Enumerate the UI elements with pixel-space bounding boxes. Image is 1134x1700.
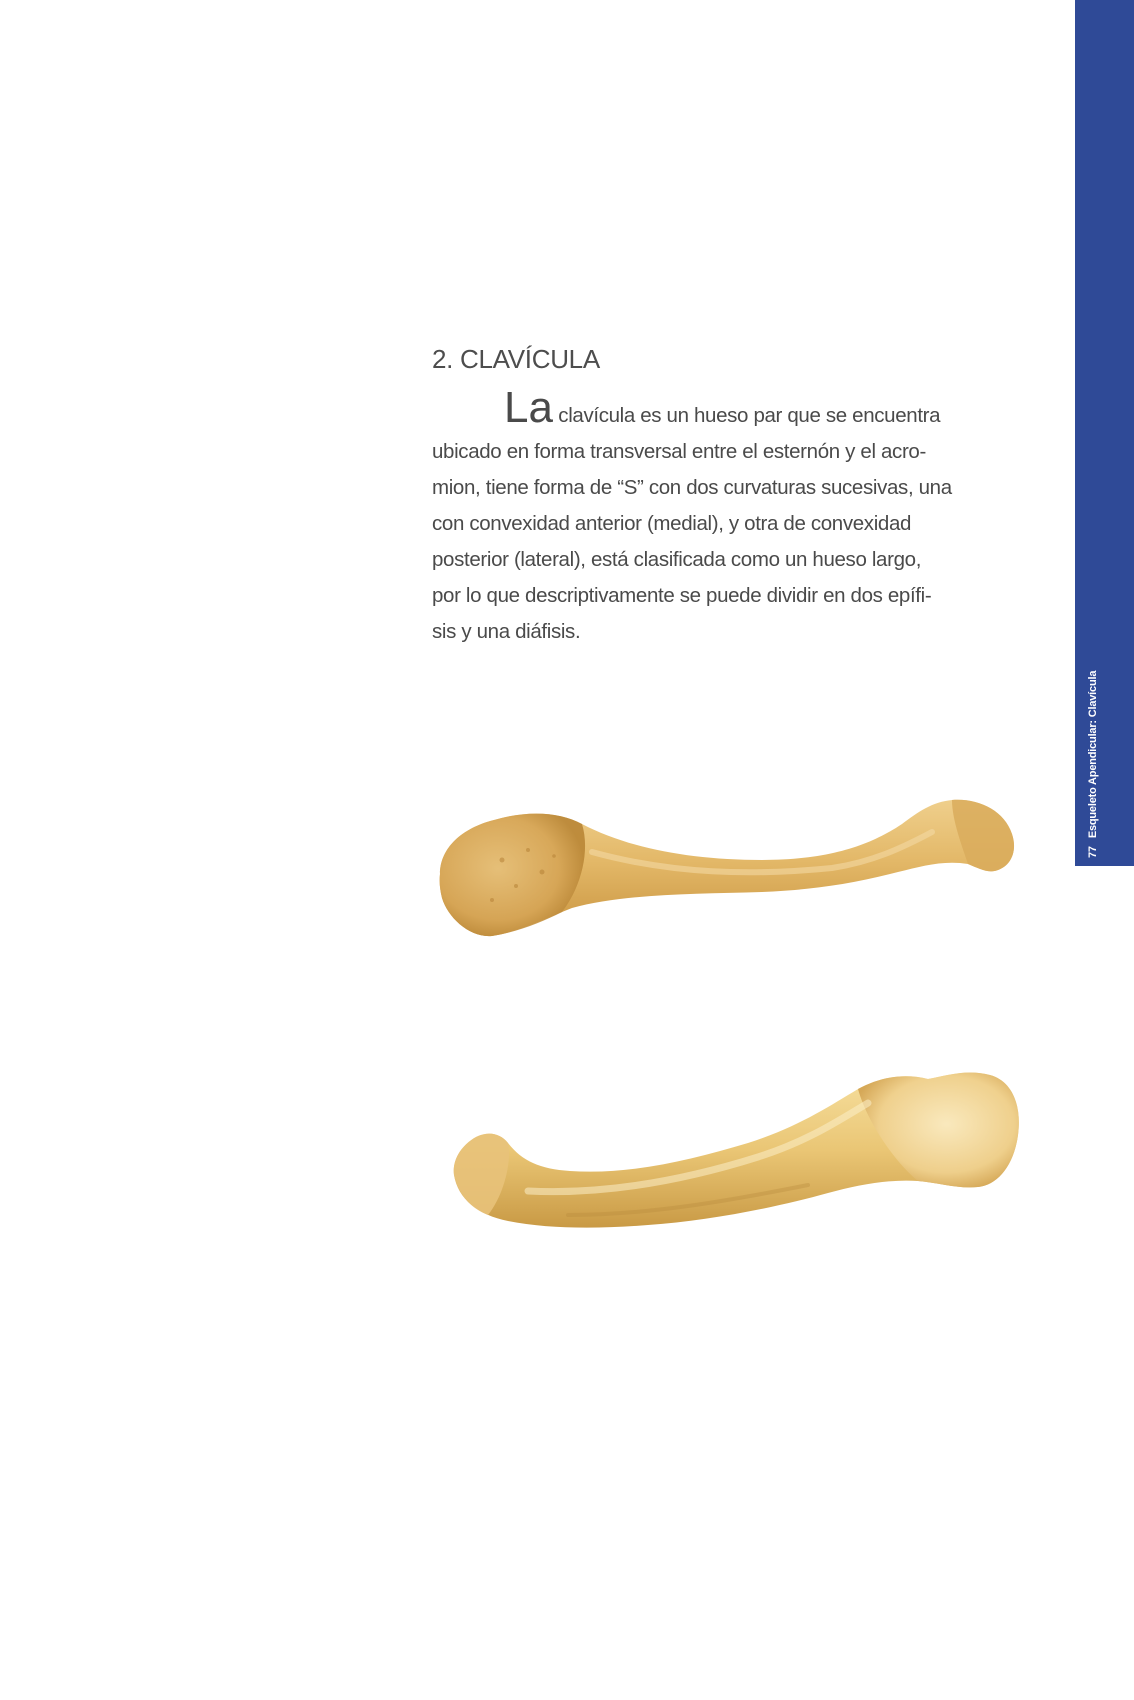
section-title: 2. CLAVÍCULA [432,344,600,374]
page-number: 77 [1087,846,1099,858]
body-paragraph [432,383,1022,650]
chapter-side-tab [1075,0,1134,866]
clavicle-image-bottom [448,1065,1024,1235]
paragraph-line-1: La clavícula es un hueso par que se encuentra [504,383,941,432]
drop-cap: La [504,383,553,432]
chapter-side-tab-label [1087,671,1099,858]
paragraph-line-3: mion, tiene forma de “S” con dos curvaturas sucesivas, una [432,476,952,499]
chapter-running-title: Esqueleto Apendicular: Clavícula [1087,670,1099,839]
paragraph-line-6: por lo que descriptivamente se puede dividir en dos epífi- [432,584,932,607]
paragraph-line-5: posterior (lateral), está clasificada como un hueso largo, [432,548,922,571]
clavicle-image-top [432,790,1022,950]
paragraph-line-7: sis y una diáfisis. [432,620,581,643]
paragraph-line-4: con convexidad anterior (medial), y otra de convexidad [432,512,912,535]
paragraph-line-2: ubicado en forma transversal entre el esternón y el acro- [432,440,926,463]
